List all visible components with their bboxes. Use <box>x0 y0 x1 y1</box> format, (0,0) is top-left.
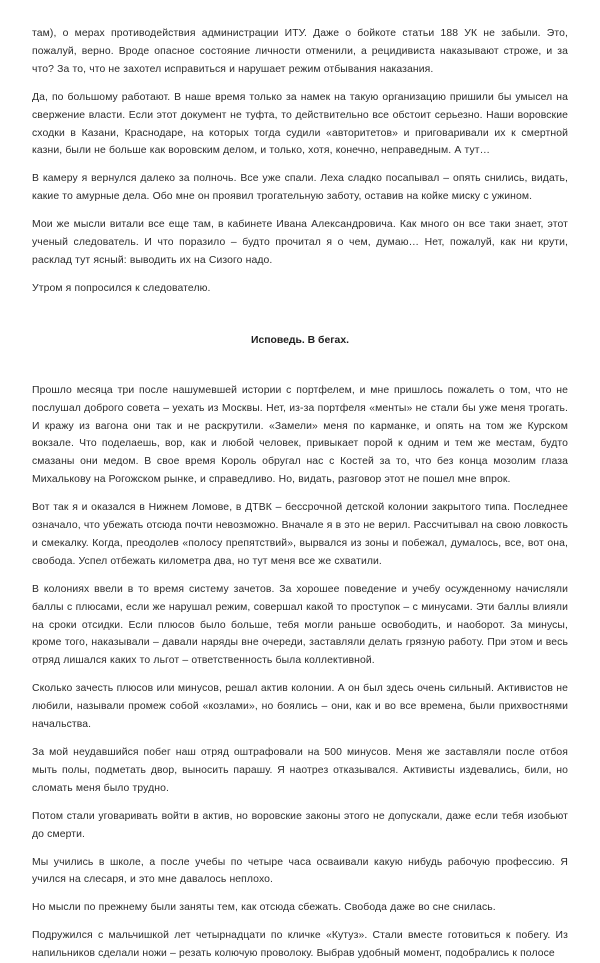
paragraph: За мой неудавшийся побег наш отряд оштрафовали на 500 минусов. Меня же заставляли после отбоя мыть полы, подметать двор, выносить парашу. Я наотрез отказывался. Активисты издевались, били, но сломать меня было трудно. <box>32 747 568 794</box>
paragraph: Утром я попросился к следователю. <box>32 282 211 294</box>
paragraph: Вот так я и оказался в Нижнем Ломове, в ДТВК – бессрочной детской колонии закрытого типа. Последнее означало, что убежать отсюда почти невозможно. Вначале я в это не верил. Рассчитывал на свою ловкость и смекалку. Когда, преодолев «полосу препятствий», вырвался из зоны и побежал, думалось, все, вот она, свобода. Успел отбежать километра два, но тут меня все же схватили. <box>32 502 568 567</box>
section-heading: Исповедь. В бегах. <box>250 334 350 346</box>
section-heading-block <box>32 332 568 350</box>
paragraph: Мы учились в школе, а после учебы по четыре часа осваивали какую нибудь рабочую профессию. Я учился на слесаря, и это мне давалось неплохо. <box>32 856 568 886</box>
paragraph: Прошло месяца три после нашумевшей истории с портфелем, и мне пришлось пожалеть о том, что не послушал доброго совета – уехать из Москвы. Нет, из-за портфеля «менты» не стали бы уже меня трогать. И кражу из вагона они так и не раскрутили. «Замели» меня по карманке, и опять на том же Курском вокзале. Что поделаешь, вор, как и любой человек, привыкает порой к одним и тем же местам, будто смазаны они медом. В свое время Король обругал нас с Костей за то, что без конца мозолим глаза Михалькову на Рогожском рынке, и справедливо. Но, видать, разговор этот не пошел мне впрок. <box>32 384 568 486</box>
paragraph: Подружился с мальчишкой лет четырнадцати по кличке «Кутуз». Стали вместе готовиться к побегу. Из напильников сделали ножи – резать колючую проволоку. Выбрав удобный момент, подобрались к полосе <box>32 930 568 960</box>
paragraph: Мои же мысли витали все еще там, в кабинете Ивана Александровича. Как много он все таки знает, этот ученый следователь. И что поразило – будто прочитал я о чем, думаю… Нет, пожалуй, как ни крути, расклад тут ясный: выводить их на Сизого надо. <box>32 219 568 266</box>
paragraph: Потом стали уговаривать войти в актив, но воровские законы этого не допускали, даже если тебя изобьют до смерти. <box>32 810 568 840</box>
paragraph: Да, по большому работают. В наше время только за намек на такую организацию пришили бы умысел на свержение власти. Если этот документ не туфта, то действительно все обстоит серьезно. Наши воровские сходки в Казани, Краснодаре, на которых тогда судили «авторитетов» и приговаривали их к смертной казни, были не больше как воровским делом, и только, хотя, конечно, неправедным. А тут… <box>32 91 568 157</box>
paragraph: Сколько зачесть плюсов или минусов, решал актив колонии. А он был здесь очень сильный. Активистов не любили, называли промеж собой «козлами», но боялись – они, как и во все времена, были прихвостнями начальства. <box>32 683 568 731</box>
paragraph: В колониях ввели в то время систему зачетов. За хорошее поведение и учебу осужденному начисляли баллы с плюсами, если же нарушал режим, совершал какой то проступок – с минусами. Эти баллы влияли на сроки отсидки. Если плюсов было больше, тебя могли раньше освободить, и наоборот. За минусы, кроме того, наказывали – давали наряды вне очереди, заставляли делать грязную работу. При этом и весь отряд лишался каких то льгот – ответственность была коллективной. <box>32 583 568 667</box>
document-body <box>32 25 568 963</box>
paragraph: В камеру я вернулся далеко за полночь. Все уже спали. Леха сладко посапывал – опять снились, видать, какие то амурные дела. Обо мне он проявил трогательную заботу, оставив на койке миску с ужином. <box>32 173 568 203</box>
paragraph: Но мысли по прежнему были заняты тем, как отсюда сбежать. Свобода даже во сне снилась. <box>32 902 496 914</box>
paragraph: там), о мерах противодействия администрации ИТУ. Даже о бойкоте статьи 188 УК не забыли. Это, пожалуй, верно. Вроде опасное состояние личности отменили, а рецидивиста наказывают строже, и за что? За то, что не захотел исправиться и нарушает режим отбывания наказания. <box>32 28 568 75</box>
